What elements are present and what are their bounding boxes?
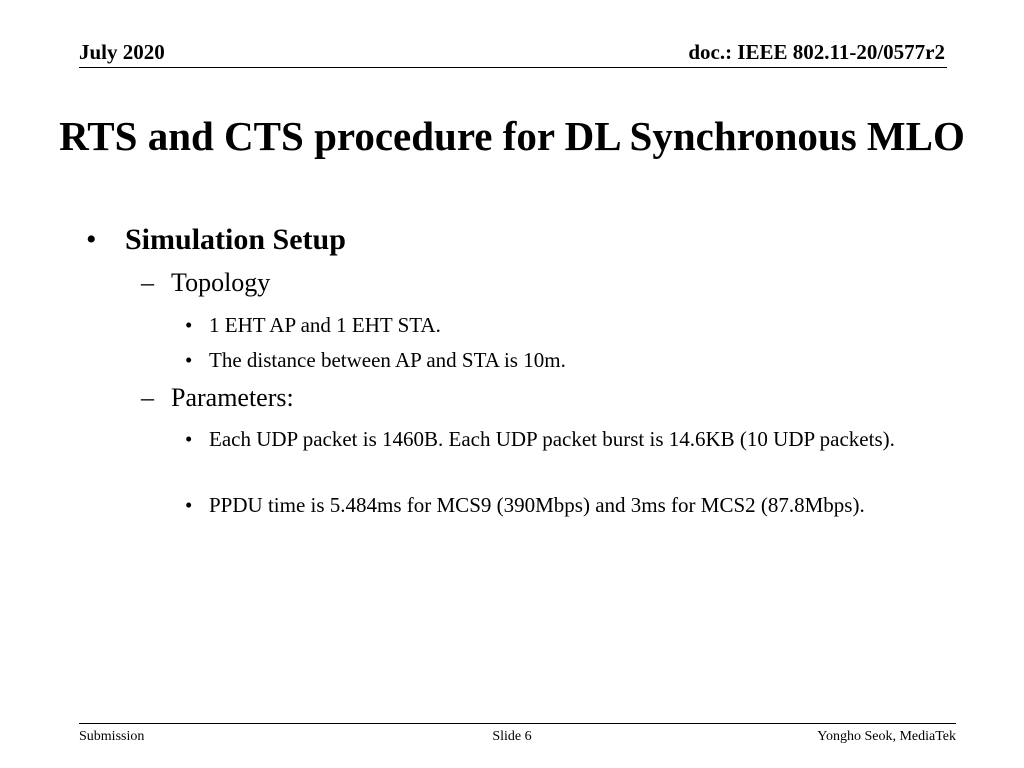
bullet-heading: Simulation Setup [125, 223, 346, 256]
dash-marker: – [141, 268, 154, 297]
list-item-text: PPDU time is 5.484ms for MCS9 (390Mbps) and 3ms for MCS2 (87.8Mbps). [209, 493, 865, 517]
bullet-marker: • [86, 223, 97, 256]
footer-slide-number: Slide 6 [492, 729, 532, 744]
slide-title: RTS and CTS procedure for DL Synchronous MLO [59, 113, 965, 159]
footer-author: Yongho Seok, MediaTek [817, 729, 956, 744]
footer-submission: Submission [79, 729, 145, 744]
header-doc-id: doc.: IEEE 802.11-20/0577r2 [688, 40, 945, 64]
sub-bullet-label: Topology [171, 268, 271, 297]
bullet-marker: • [185, 313, 193, 337]
list-item-text: Each UDP packet is 1460B. Each UDP packet burst is 14.6KB (10 UDP packets). [209, 427, 895, 451]
bullet-marker: • [185, 427, 193, 451]
bullet-marker: • [185, 348, 193, 372]
dash-marker: – [141, 383, 154, 412]
list-item-text: The distance between AP and STA is 10m. [209, 348, 566, 372]
footer-divider [79, 723, 956, 724]
sub-bullet-label: Parameters: [171, 383, 294, 412]
list-item-text: 1 EHT AP and 1 EHT STA. [209, 313, 441, 337]
header-date: July 2020 [79, 40, 165, 64]
bullet-marker: • [185, 493, 193, 517]
header-divider [79, 67, 947, 68]
